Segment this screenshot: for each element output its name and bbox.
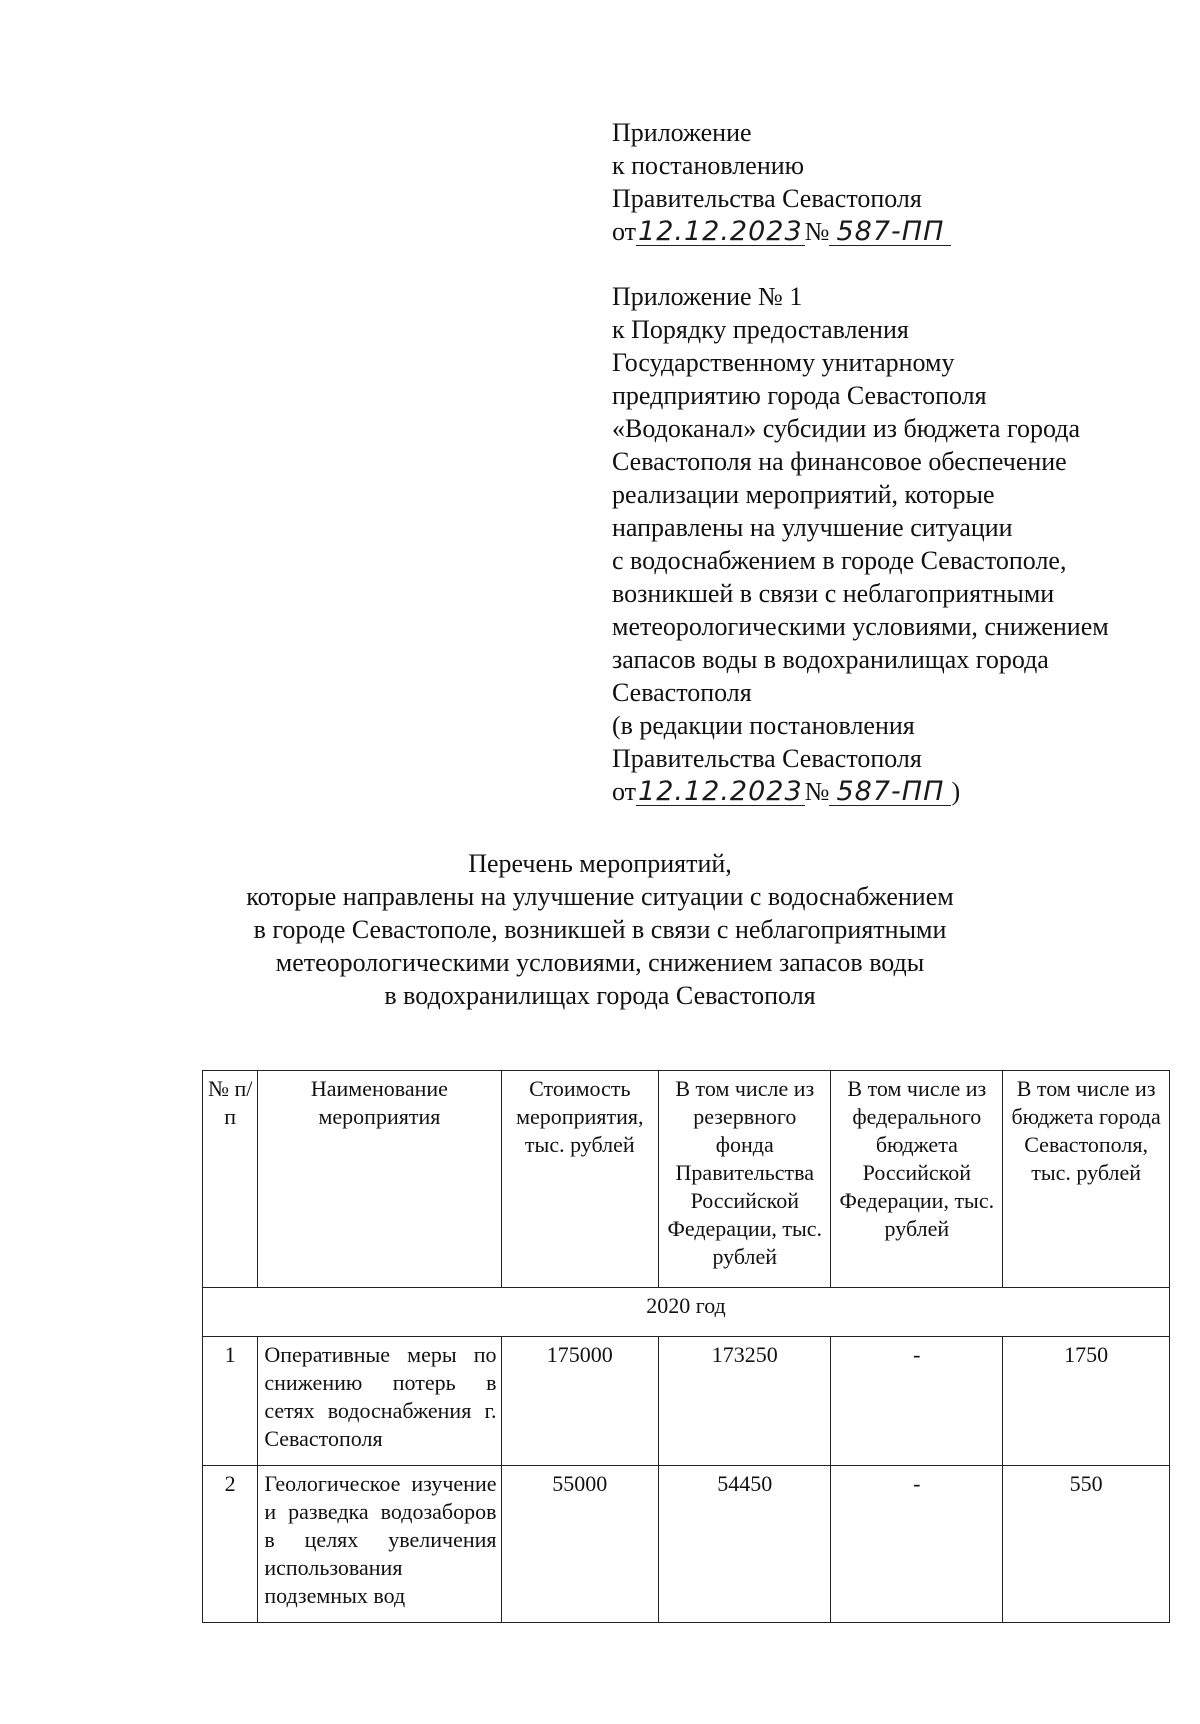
appendix-one-line: Приложение № 1 <box>612 282 803 311</box>
title-line: в водохранилищах города Севастополя <box>384 981 816 1010</box>
appendix-one <box>612 280 1172 808</box>
appendix-one-line: «Водоканал» субсидии из бюджета города <box>612 414 1081 443</box>
date-prefix: от <box>612 777 637 806</box>
header-federal-budget: В том числе из федерального бюджета Российской Федерации, тыс. рублей <box>831 1071 1003 1288</box>
row-cost: 175000 <box>501 1337 659 1466</box>
header-city-budget: В том числе из бюджета города Севастополя, тыс. рублей <box>1003 1071 1170 1288</box>
appendix-one-line: возникшей в связи с неблагоприятными <box>612 579 1055 608</box>
row-number: 1 <box>203 1337 258 1466</box>
appendix-one-line: направлены на улучшение ситуации <box>612 513 1013 542</box>
appendix-one-line: с водоснабжением в городе Севастополе, <box>612 546 1067 575</box>
header-reserve-fund: В том числе из резервного фонда Правительства Российской Федерации, тыс. рублей <box>659 1071 831 1288</box>
appendix-header-line: Приложение <box>612 118 752 147</box>
date-prefix: от <box>612 217 637 246</box>
number-sign: № <box>804 777 830 806</box>
title-line: в городе Севастополе, возникшей в связи с неблагоприятными <box>253 915 947 944</box>
row-federal: - <box>831 1466 1003 1623</box>
row-name: Оперативные меры по снижению потерь в сетях водоснабжения г. Севастополя <box>258 1337 501 1466</box>
header-name: Наименование мероприятия <box>258 1071 501 1288</box>
row-city: 1750 <box>1003 1337 1170 1466</box>
appendix-one-line: Севастополя на финансовое обеспечение <box>612 447 1067 476</box>
appendix-one-date-line <box>612 775 1172 808</box>
appendix-one-line: предприятию города Севастополя <box>612 381 987 410</box>
handwritten-date: 12.12.2023 <box>638 216 803 247</box>
row-city: 550 <box>1003 1466 1170 1623</box>
appendix-one-line: Севастополя <box>612 678 752 707</box>
appendix-one-line: метеорологическими условиями, снижением <box>612 612 1109 641</box>
appendix-header-line: Правительства Севастополя <box>612 184 922 213</box>
year-label: 2020 год <box>203 1288 1170 1337</box>
appendix-one-line: к Порядку предоставления <box>612 315 909 344</box>
year-row <box>203 1288 1170 1337</box>
appendix-header-line: к постановлению <box>612 151 805 180</box>
table-header-row <box>203 1071 1170 1288</box>
number-sign: № <box>804 217 830 246</box>
appendix-one-line: Государственному унитарному <box>612 348 955 377</box>
appendix-one-line: реализации мероприятий, которые <box>612 480 995 509</box>
header-number: № п/п <box>203 1071 258 1288</box>
title-line: метеорологическими условиями, снижением запасов воды <box>275 948 925 977</box>
handwritten-number: 587-ПП <box>829 779 951 806</box>
header-cost: Стоимость мероприятия, тыс. рублей <box>501 1071 659 1288</box>
title-line: Перечень мероприятий, <box>468 849 732 878</box>
table-row <box>203 1466 1170 1623</box>
handwritten-number: 587-ПП <box>829 219 951 246</box>
table-row <box>203 1337 1170 1466</box>
title-line: которые направлены на улучшение ситуации с водоснабжением <box>246 882 954 911</box>
row-number: 2 <box>203 1466 258 1623</box>
document-title <box>0 847 1200 1012</box>
row-cost: 55000 <box>501 1466 659 1623</box>
closing-paren: ) <box>951 777 961 806</box>
row-reserve: 54450 <box>659 1466 831 1623</box>
appendix-one-line: запасов воды в водохранилищах города <box>612 645 1049 674</box>
appendix-header-date-line <box>612 215 1172 248</box>
row-federal: - <box>831 1337 1003 1466</box>
appendix-one-line: Правительства Севастополя <box>612 744 922 773</box>
appendix-one-line: (в редакции постановления <box>612 711 915 740</box>
row-reserve: 173250 <box>659 1337 831 1466</box>
appendix-header <box>612 116 1172 248</box>
row-name: Геологическое изучение и разведка водозаборов в целях увеличения использования подземных вод <box>258 1466 501 1623</box>
handwritten-date: 12.12.2023 <box>638 776 803 807</box>
events-table <box>202 1070 1170 1623</box>
